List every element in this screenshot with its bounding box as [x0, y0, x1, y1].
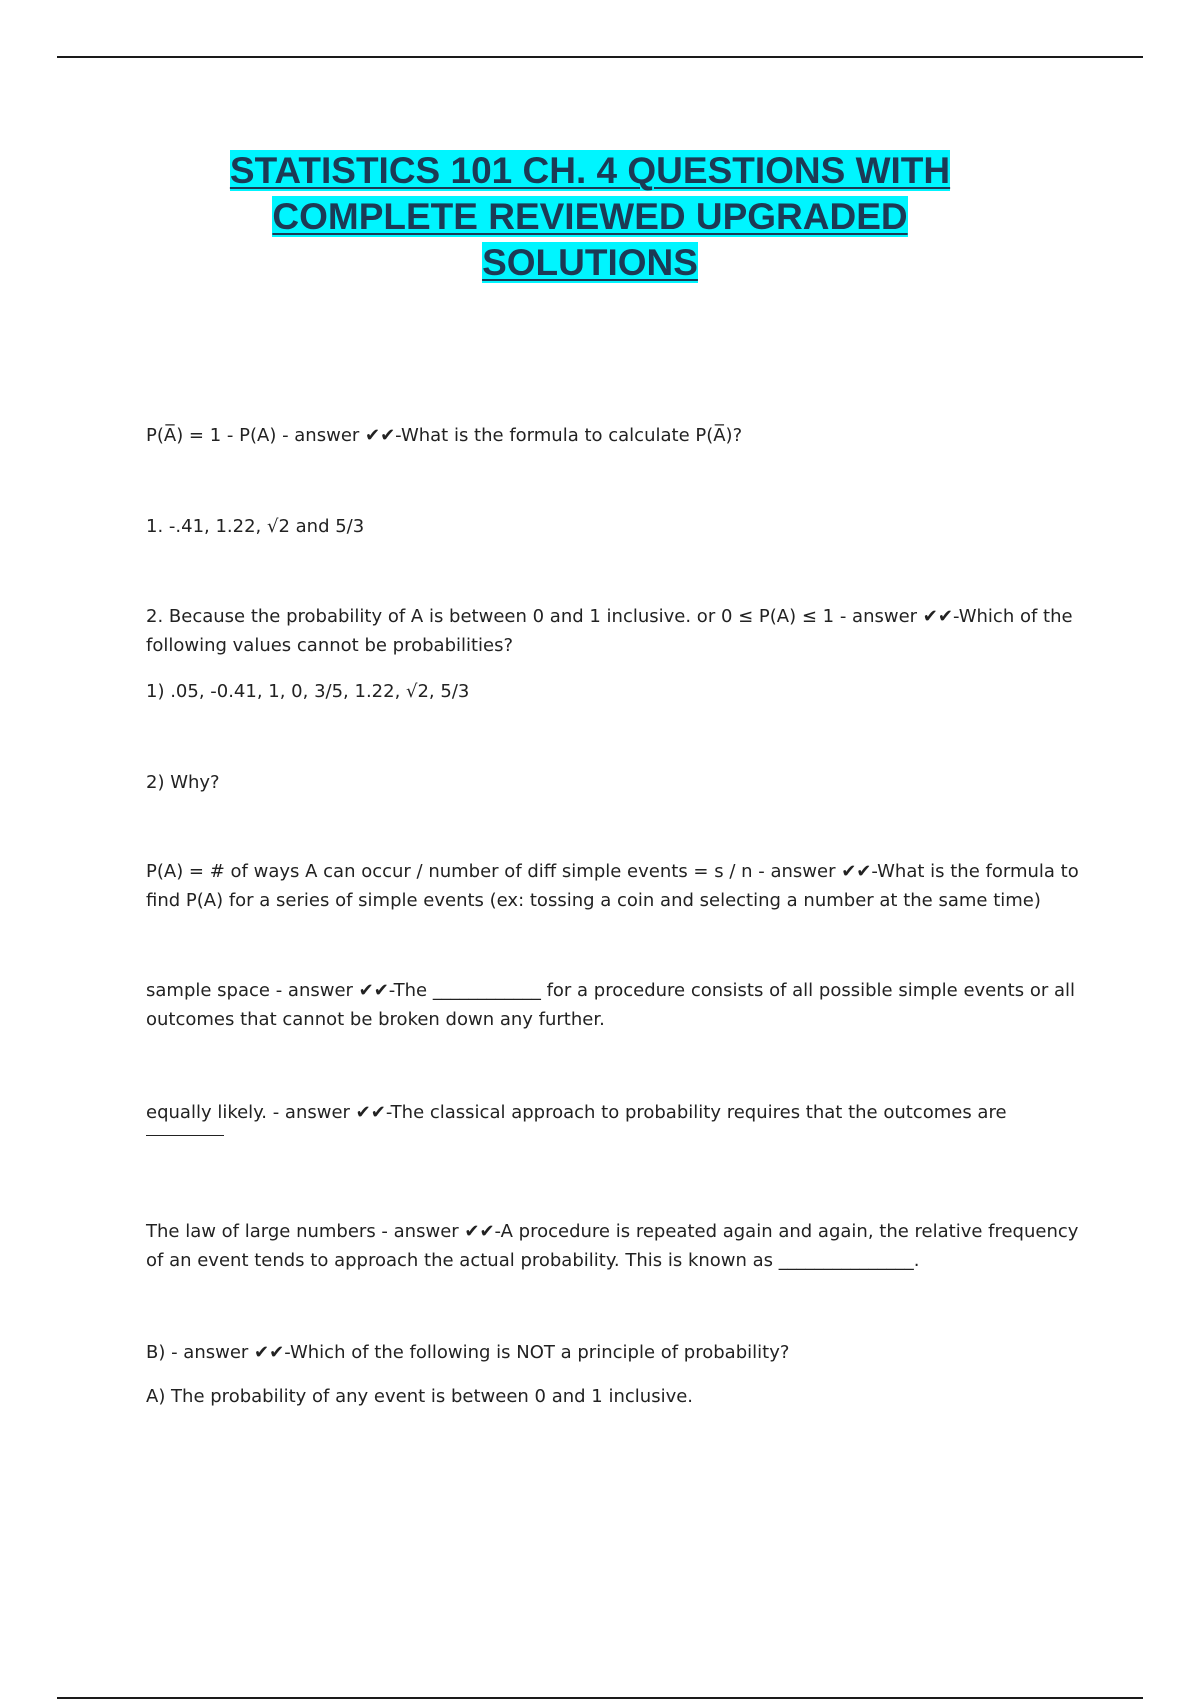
document-title	[190, 148, 990, 286]
answer-values-list: 1. -.41, 1.22, √2 and 5/3	[146, 516, 365, 537]
qa-equally-likely-text: equally likely. - answer ✔✔-The classical approach to probability requires that the outcomes are	[146, 1102, 1007, 1123]
question-why: 2) Why?	[146, 772, 220, 793]
bottom-rule	[57, 1697, 1143, 1699]
title-line-2: COMPLETE REVIEWED UPGRADED	[272, 196, 908, 237]
qa-law-of-large-numbers: The law of large numbers - answer ✔✔-A procedure is repeated again and again, the relative frequency of an event tends to approach the actual probability. This is known as _______________.	[146, 1221, 1079, 1271]
title-line-1: STATISTICS 101 CH. 4 QUESTIONS WITH	[229, 150, 951, 191]
fill-in-blank	[146, 1127, 224, 1136]
qa-classical-formula: P(A) = # of ways A can occur / number of diff simple events = s / n - answer ✔✔-What is the formula to find P(A) for a series of simple events (ex: tossing a coin and selecting a number at the same time)	[146, 861, 1079, 911]
option-a: A) The probability of any event is between 0 and 1 inclusive.	[146, 1386, 694, 1407]
top-rule	[57, 56, 1143, 58]
qa-probability-range: 2. Because the probability of A is between 0 and 1 inclusive. or 0 ≤ P(A) ≤ 1 - answer ✔✔-Which of the following values cannot be probabilities?	[146, 606, 1073, 656]
title-line-3: SOLUTIONS	[482, 242, 698, 283]
qa-not-a-principle: B) - answer ✔✔-Which of the following is NOT a principle of probability?	[146, 1342, 790, 1363]
qa-equally-likely	[146, 1098, 1086, 1136]
qa-complement-formula: P(A̅) = 1 - P(A) - answer ✔✔-What is the formula to calculate P(A̅)?	[146, 425, 743, 446]
question-values: 1) .05, -0.41, 1, 0, 3/5, 1.22, √2, 5/3	[146, 681, 470, 702]
qa-sample-space: sample space - answer ✔✔-The ____________ for a procedure consists of all possible simple events or all outcomes that cannot be broken down any further.	[146, 980, 1075, 1030]
